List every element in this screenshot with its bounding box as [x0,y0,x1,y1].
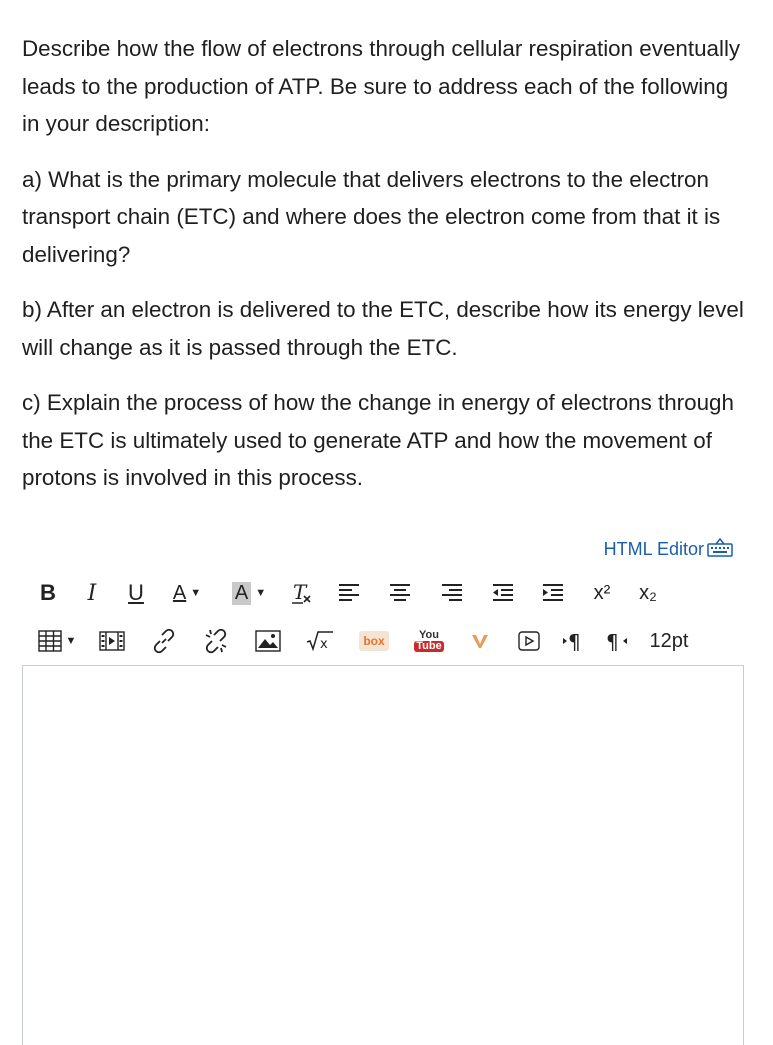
background-color-icon: A [232,582,251,605]
svg-text:x: x [320,637,328,652]
align-center-icon [388,582,412,604]
question-intro: Describe how the flow of electrons through cellular respiration eventually leads to the production of ATP. Be sure to address each of the following in your description: [22,36,741,136]
html-editor-label: HTML Editor [603,539,704,559]
keyboard-icon [707,537,733,562]
outdent-icon [491,582,515,604]
table-icon [38,630,62,652]
indent-button[interactable] [528,575,578,611]
youtube-icon: You Tube [416,629,442,652]
film-icon [99,631,125,651]
media-button[interactable] [86,623,138,659]
editor-toolbar-row-1 [28,573,748,613]
superscript-button[interactable] [578,575,626,611]
ltr-paragraph-icon [562,630,586,652]
youtube-button[interactable] [402,623,456,659]
video-player-button[interactable] [504,623,554,659]
underline-button[interactable]: U [128,580,144,605]
rtl-paragraph-icon [605,630,629,652]
svg-text:¶: ¶ [606,630,619,652]
chevron-down-icon: ▼ [190,587,202,599]
unlink-button[interactable] [190,623,242,659]
subscript-icon: x₂ [639,581,657,604]
align-right-button[interactable] [426,575,478,611]
align-right-icon [440,582,464,604]
italic-button[interactable]: I [87,580,97,606]
chevron-down-icon: ▼ [65,635,77,647]
indent-icon [541,582,565,604]
text-color-button[interactable] [156,575,218,611]
chevron-down-icon: ▼ [255,587,267,599]
html-editor-link[interactable] [604,537,733,562]
bold-button[interactable]: B [40,580,56,605]
text-color-icon: A [172,581,187,604]
ltr-direction-button[interactable] [554,623,594,659]
svg-text:T: T [293,580,307,604]
image-icon [255,630,281,652]
box-icon: box [359,631,389,651]
image-button[interactable] [242,623,294,659]
editor-toolbar-row-2 [28,621,748,661]
vimeo-icon [469,631,491,651]
math-equation-button[interactable] [294,623,346,659]
clear-formatting-button[interactable] [280,575,324,611]
svg-text:¶: ¶ [568,630,581,652]
clear-formatting-icon [289,580,315,606]
unlink-icon [203,628,229,654]
rich-text-editor-area[interactable] [22,665,744,1045]
square-root-icon [305,630,335,652]
table-button[interactable] [28,623,86,659]
question-part-b: b) After an electron is delivered to the ETC, describe how its energy level will change as it is passed through the ETC. [22,297,744,360]
background-color-button[interactable] [218,575,280,611]
link-icon [151,628,177,654]
link-button[interactable] [138,623,190,659]
question-text [22,30,747,515]
outdent-button[interactable] [478,575,528,611]
play-icon [517,630,541,652]
vimeo-button[interactable] [456,623,504,659]
superscript-icon: x² [593,581,611,604]
subscript-button[interactable] [626,575,670,611]
question-part-c: c) Explain the process of how the change in energy of electrons through the ETC is ultimately used to generate ATP and how the movement of protons is involved in this process. [22,390,734,490]
question-part-a: a) What is the primary molecule that delivers electrons to the electron transport chain (ETC) and where does the electron come from that it is delivering? [22,166,721,267]
align-left-icon [337,582,361,604]
box-button[interactable] [346,623,402,659]
font-size-select[interactable]: 12pt [649,629,689,652]
align-left-button[interactable] [324,575,374,611]
rtl-direction-button[interactable] [594,623,640,659]
align-center-button[interactable] [374,575,426,611]
